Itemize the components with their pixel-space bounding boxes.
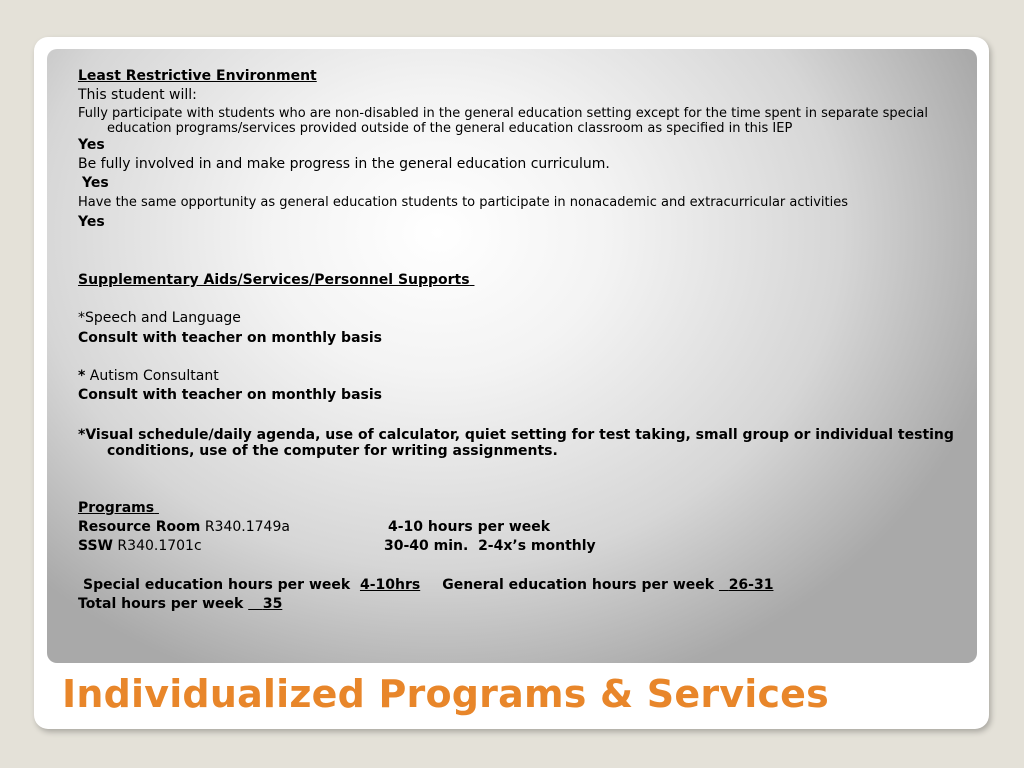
spacer [78, 290, 963, 309]
supports-heading-text: Supplementary Aids/Services/Personnel Supports [78, 271, 470, 288]
special-hours-label: Special education hours per week [83, 576, 351, 593]
program-code: R340.1701c [112, 538, 202, 555]
program-row [78, 537, 963, 556]
general-hours-label: General education hours per week [442, 576, 715, 593]
program-amount: 30-40 min. 2-4x’s monthly [384, 538, 596, 555]
total-hours [78, 595, 963, 614]
total-hours-label: Total hours per week [78, 596, 244, 613]
support-autism-name: Autism Consultant [85, 368, 219, 385]
lre-answer-2: Yes [82, 175, 109, 192]
total-hours-value: 35 [262, 596, 283, 613]
support-autism-detail: Consult with teacher on monthly basis [78, 387, 382, 404]
lre-item-1: Fully participate with students who are non-disabled in the general education setting except for the time spent in separate special education programs/services provided outside of the general education classroom as specified in this IEP [78, 105, 928, 136]
program-amount: 4-10 hours per week [388, 518, 551, 535]
spacer [78, 557, 963, 576]
lre-answer-3: Yes [78, 213, 105, 230]
spacer [78, 348, 963, 367]
spacer [78, 232, 963, 251]
supports-heading [78, 271, 963, 290]
support-speech-detail: Consult with teacher on monthly basis [78, 329, 382, 346]
lre-item-2: Be fully involved in and make progress in the general education curriculum. [78, 155, 610, 172]
content-panel [47, 49, 977, 663]
lre-intro: This student will: [78, 87, 197, 104]
programs-heading-text: Programs [78, 499, 155, 516]
program-name: Resource Room [78, 518, 201, 535]
lre-answer-1: Yes [78, 136, 105, 153]
programs-heading [78, 499, 963, 518]
program-row [78, 518, 963, 537]
spacer [78, 406, 963, 425]
lre-item-3: Have the same opportunity as general education students to participate in nonacademic and extracurricular activities [78, 195, 849, 211]
slide-title: Individualized Programs & Services [62, 672, 829, 716]
program-name: SSW [78, 538, 113, 555]
special-hours-value: 4-10hrs [359, 576, 421, 593]
spacer [78, 251, 963, 270]
support-autism [78, 367, 963, 386]
hours-summary [78, 576, 963, 595]
slide-body [78, 67, 963, 614]
support-accommodations: *Visual schedule/daily agenda, use of calculator, quiet setting for test taking, small group or individual testing conditions, use of the computer for writing assignments. [78, 427, 954, 460]
lre-heading: Least Restrictive Environment [78, 68, 317, 84]
general-hours-value: 26-31 [728, 576, 774, 593]
program-code: R340.1749a [200, 518, 290, 535]
support-autism-star: * [78, 368, 86, 385]
spacer [78, 479, 963, 498]
spacer [78, 460, 963, 479]
support-speech: *Speech and Language [78, 310, 241, 327]
